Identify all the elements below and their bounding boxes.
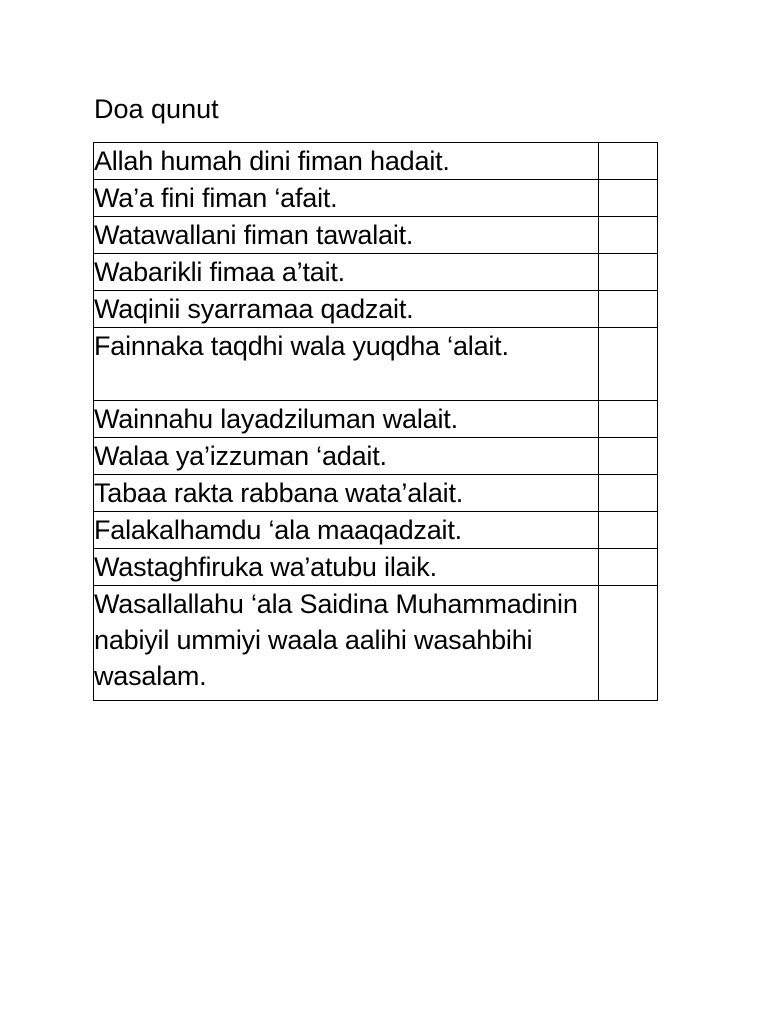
table-row: [94, 586, 658, 701]
check-box-cell[interactable]: [599, 217, 658, 254]
verse-text-cell: Waqinii syarramaa qadzait.: [94, 291, 599, 328]
verse-text-cell: Watawallani fiman tawalait.: [94, 217, 599, 254]
check-box-cell[interactable]: [599, 254, 658, 291]
check-box-cell[interactable]: [599, 512, 658, 549]
check-box-cell[interactable]: [599, 438, 658, 475]
table-row: [94, 401, 658, 438]
table-row: [94, 217, 658, 254]
table-row: [94, 328, 658, 401]
table-row: [94, 180, 658, 217]
check-box-cell[interactable]: [599, 180, 658, 217]
verse-text-cell: Falakalhamdu ‘ala maaqadzait.: [94, 512, 599, 549]
check-box-cell[interactable]: [599, 401, 658, 438]
table-row: [94, 143, 658, 180]
checklist-body: [94, 143, 658, 701]
check-box-cell[interactable]: [599, 475, 658, 512]
table-row: [94, 549, 658, 586]
doa-checklist-table: [93, 142, 658, 701]
verse-text-cell: Wastaghfiruka wa’atubu ilaik.: [94, 549, 599, 586]
table-row: [94, 512, 658, 549]
check-box-cell[interactable]: [599, 328, 658, 401]
check-box-cell[interactable]: [599, 291, 658, 328]
check-box-cell[interactable]: [599, 549, 658, 586]
verse-text-cell: Walaa ya’izzuman ‘adait.: [94, 438, 599, 475]
table-row: [94, 438, 658, 475]
verse-text-cell: Fainnaka taqdhi wala yuqdha ‘alait.: [94, 328, 599, 401]
verse-text-cell: Wasallallahu ‘ala Saidina Muhammadinin nabiyil ummiyi waala aalihi wasahbihi wasalam.: [94, 586, 599, 701]
table-row: [94, 254, 658, 291]
check-box-cell[interactable]: [599, 143, 658, 180]
check-box-cell[interactable]: [599, 586, 658, 701]
table-row: [94, 291, 658, 328]
verse-text-cell: Wa’a fini fiman ‘afait.: [94, 180, 599, 217]
document-title: Doa qunut: [94, 94, 219, 124]
verse-text-cell: Wainnahu layadziluman walait.: [94, 401, 599, 438]
verse-text-cell: Tabaa rakta rabbana wata’alait.: [94, 475, 599, 512]
verse-text-cell: Allah humah dini fiman hadait.: [94, 143, 599, 180]
table-row: [94, 475, 658, 512]
verse-text-cell: Wabarikli fimaa a’tait.: [94, 254, 599, 291]
